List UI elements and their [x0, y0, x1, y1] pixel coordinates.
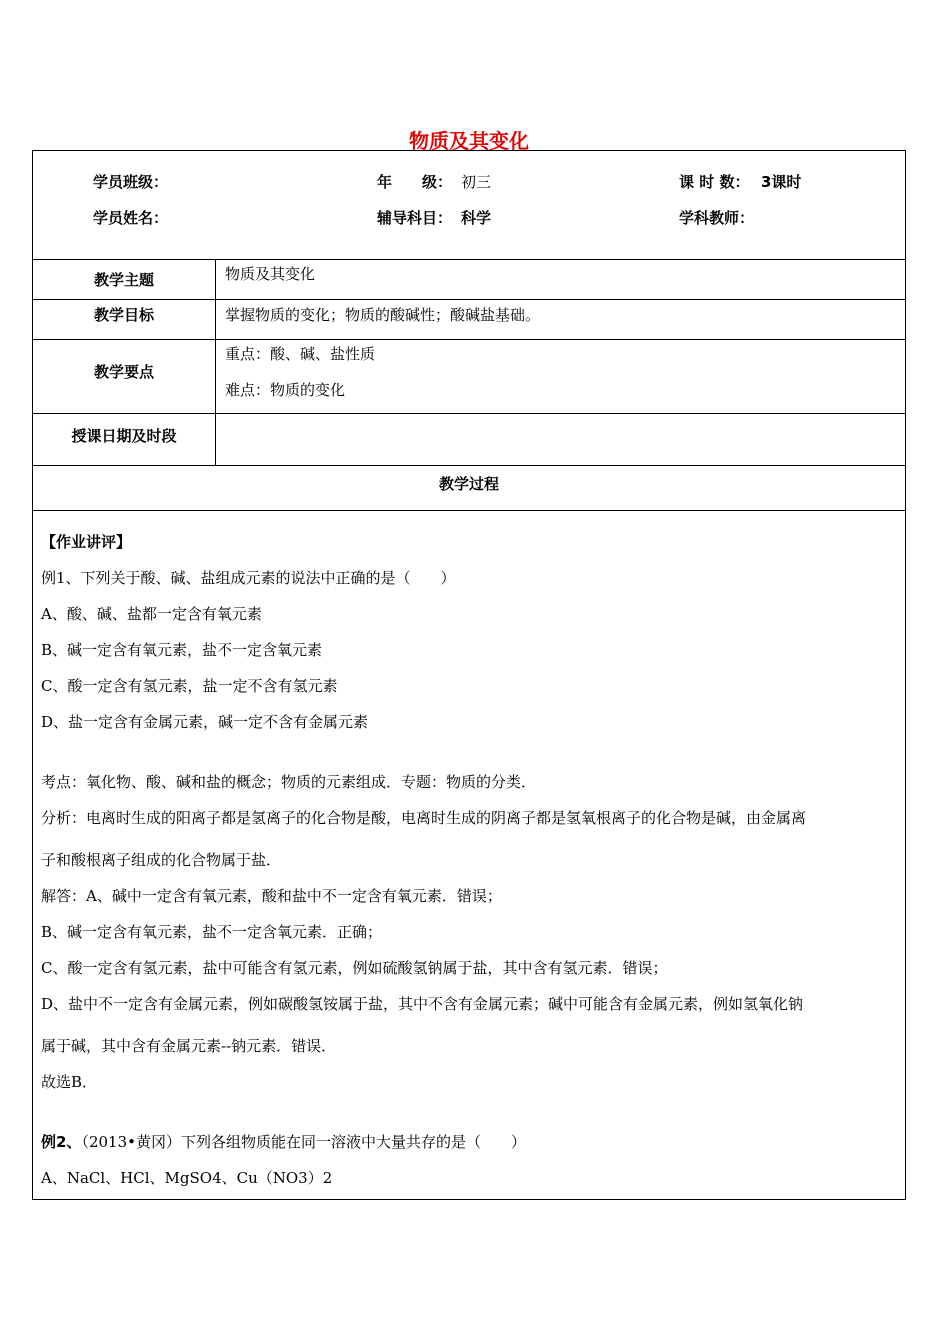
teacher-label: 学科教师：: [679, 209, 755, 227]
column-divider: [215, 259, 216, 465]
date-label: 授课日期及时段: [71, 427, 177, 445]
question-2: [41, 1131, 901, 1152]
goal-label: 教学目标: [93, 306, 154, 324]
name-label: 学员姓名：: [93, 209, 169, 227]
solution-line-4: D、盐中不一定含有金属元素，例如碳酸氢铵属于盐，其中不含有金属元素；碱中可能含有金属元素，例如氢氧化钠: [41, 995, 804, 1013]
points-label: 教学要点: [93, 363, 154, 381]
section-heading: 【作业讲评】: [41, 533, 132, 551]
solution-line-5: 属于碱，其中含有金属元素--钠元素．错误．: [41, 1037, 337, 1055]
subject-label: 辅导科目：: [377, 209, 453, 227]
subject-value: 科学: [461, 209, 492, 227]
question-2-option-a: A、NaCl、HCl、MgSO4、Cu（NO3）2: [41, 1169, 333, 1187]
option-b: B、碱一定含有氧元素，盐不一定含氧元素: [41, 641, 323, 659]
divider: [33, 465, 905, 466]
page-title: 物质及其变化: [409, 129, 529, 153]
hours-value: 3课时: [761, 173, 802, 191]
analysis-line-2: 子和酸根离子组成的化合物属于盐．: [41, 851, 282, 869]
divider: [33, 259, 905, 260]
solution-line-1: 解答：A、碱中一定含有氧元素，酸和盐中不一定含有氧元素．错误；: [41, 887, 502, 905]
kaodian: 考点：氧化物、酸、碱和盐的概念；物质的元素组成．专题：物质的分类．: [41, 773, 537, 791]
question-2-text: （2013•黄冈）下列各组物质能在同一溶液中大量共存的是（ ）: [81, 1133, 526, 1151]
option-d: D、盐一定含有金属元素，碱一定不含有金属元素: [41, 713, 369, 731]
divider: [33, 510, 905, 511]
question-2-prefix: 例2、: [41, 1133, 82, 1151]
question-1: 例1、下列关于酸、碱、盐组成元素的说法中正确的是（ ）: [41, 569, 456, 587]
topic-label: 教学主题: [93, 271, 154, 289]
process-title: 教学过程: [438, 475, 499, 493]
points-key: 重点：酸、碱、盐性质: [225, 345, 376, 363]
divider: [33, 339, 905, 340]
grade-value: 初三: [461, 173, 492, 191]
divider: [33, 413, 905, 414]
divider: [33, 299, 905, 300]
analysis-line-1: 分析：电离时生成的阳离子都是氢离子的化合物是酸，电离时生成的阴离子都是氢氧根离子的化合物是碱，由金属离: [41, 809, 807, 827]
topic-value: 物质及其变化: [225, 265, 316, 283]
grade-label: 年 级：: [377, 173, 453, 191]
hours-label: 课 时 数：: [679, 173, 750, 191]
answer: 故选B．: [41, 1073, 98, 1091]
option-c: C、酸一定含有氢元素，盐一定不含有氢元素: [41, 677, 338, 695]
goal-value: 掌握物质的变化；物质的酸碱性；酸碱盐基础。: [225, 306, 541, 324]
solution-line-2: B、碱一定含有氧元素，盐不一定含氧元素．正确；: [41, 923, 383, 941]
class-label: 学员班级：: [93, 173, 169, 191]
option-a: A、酸、碱、盐都一定含有氧元素: [41, 605, 262, 623]
points-difficult: 难点：物质的变化: [225, 381, 346, 399]
solution-line-3: C、酸一定含有氢元素，盐中可能含有氢元素，例如硫酸氢钠属于盐，其中含有氢元素．错误；: [41, 959, 668, 977]
lesson-table: [32, 150, 906, 1200]
